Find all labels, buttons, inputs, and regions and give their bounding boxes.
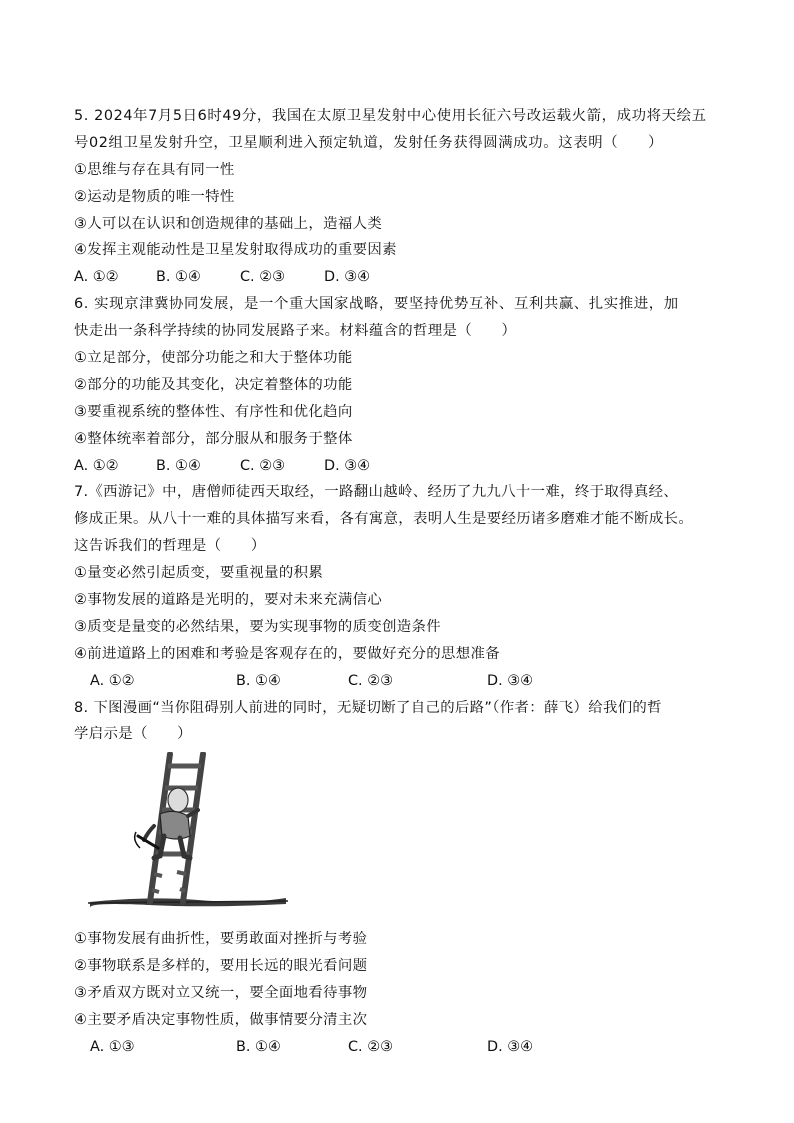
question-6-option-c: C. ②③ bbox=[240, 457, 285, 474]
question-6-option-b: B. ①④ bbox=[156, 457, 201, 474]
question-8-option-d: D. ③④ bbox=[487, 1038, 534, 1055]
question-7 bbox=[74, 479, 734, 694]
question-7-option-b: B. ①④ bbox=[236, 672, 281, 689]
question-8-item-2: ②事物联系是多样的，要用长远的眼光看问题 bbox=[74, 958, 368, 975]
question-8-item-4: ④主要矛盾决定事物性质，做事情要分清主次 bbox=[74, 1012, 368, 1029]
question-6 bbox=[74, 291, 734, 479]
question-8-stem-line-1: 8. 下图漫画“当你阻碍别人前进的同时，无疑切断了自己的后路”（作者：薛飞）给我们的哲 bbox=[74, 699, 662, 716]
question-7-options bbox=[74, 668, 734, 695]
question-6-item-4: ④整体统率着部分，部分服从和服务于整体 bbox=[74, 430, 353, 447]
question-7-option-c: C. ②③ bbox=[348, 672, 393, 689]
question-7-stem-line-2: 修成正果。从八十一难的具体描写来看，各有寓意，表明人生是要经历诸多磨难才能不断成长。 bbox=[74, 511, 694, 528]
question-6-stem-line-1: 6. 实现京津冀协同发展，是一个重大国家战略，要坚持优势互补、互利共赢、扎实推进，加 bbox=[74, 296, 679, 313]
question-5-option-d: D. ③④ bbox=[324, 269, 371, 286]
question-8-option-b: B. ①④ bbox=[236, 1038, 281, 1055]
question-6-item-2: ②部分的功能及其变化，决定着整体的功能 bbox=[74, 376, 353, 393]
question-6-options bbox=[74, 453, 734, 480]
broken-rungs bbox=[152, 872, 186, 892]
question-7-option-d: D. ③④ bbox=[487, 672, 534, 689]
question-5-item-2: ②运动是物质的唯一特性 bbox=[74, 188, 235, 205]
cartoon-figure bbox=[74, 748, 734, 926]
question-5 bbox=[74, 103, 734, 291]
question-7-item-1: ①量变必然引起质变，要重视量的积累 bbox=[74, 565, 324, 582]
question-5-option-c: C. ②③ bbox=[240, 269, 285, 286]
question-5-item-3: ③人可以在认识和创造规律的基础上，造福人类 bbox=[74, 215, 383, 232]
question-6-item-3: ③要重视系统的整体性、有序性和优化趋向 bbox=[74, 403, 353, 420]
question-7-item-4: ④前进道路上的困难和考验是客观存在的，要做好充分的思想准备 bbox=[74, 645, 500, 662]
question-7-item-2: ②事物发展的道路是光明的，要对未来充满信心 bbox=[74, 592, 383, 609]
question-6-option-d: D. ③④ bbox=[324, 457, 371, 474]
question-5-stem-line-2: 号02组卫星发射升空，卫星顺利进入预定轨道，发射任务获得圆满成功。这表明（ ） bbox=[74, 134, 664, 151]
question-7-item-3: ③质变是量变的必然结果，要为实现事物的质变创造条件 bbox=[74, 618, 442, 635]
question-8 bbox=[74, 695, 734, 1061]
question-6-option-a: A. ①② bbox=[74, 457, 119, 474]
question-5-option-a: A. ①② bbox=[74, 269, 119, 286]
question-8-option-a: A. ①③ bbox=[90, 1038, 135, 1055]
question-8-stem-line-2: 学启示是（ ） bbox=[74, 726, 192, 743]
question-8-options bbox=[74, 1034, 734, 1061]
question-5-option-b: B. ①④ bbox=[156, 269, 201, 286]
question-7-stem-line-3: 这告诉我们的哲理是（ ） bbox=[74, 538, 266, 555]
question-6-stem-line-2: 快走出一条科学持续的协同发展路子来。材料蕴含的哲理是（ ） bbox=[74, 323, 517, 340]
question-8-item-3: ③矛盾双方既对立又统一，要全面地看待事物 bbox=[74, 985, 368, 1002]
question-7-stem-line-1: 7.《西游记》中，唐僧师徒西天取经，一路翻山越岭、经历了九九八十一难，终于取得真经、 bbox=[74, 484, 679, 501]
question-5-options bbox=[74, 264, 734, 291]
question-8-item-1: ①事物发展有曲折性，要勇敢面对挫折与考验 bbox=[74, 931, 368, 948]
question-5-item-4: ④发挥主观能动性是卫星发射取得成功的重要因素 bbox=[74, 242, 397, 259]
question-list bbox=[74, 103, 734, 1061]
question-8-option-c: C. ②③ bbox=[348, 1038, 393, 1055]
question-5-item-1: ①思维与存在具有同一性 bbox=[74, 161, 235, 178]
question-7-option-a: A. ①② bbox=[90, 672, 135, 689]
ladder-cartoon-image bbox=[88, 752, 288, 922]
question-5-stem-line-1: 5. 2024年7月5日6时49分，我国在太原卫星发射中心使用长征六号改运载火箭，成功将天绘五 bbox=[74, 108, 707, 124]
question-6-item-1: ①立足部分，使部分功能之和大于整体功能 bbox=[74, 350, 353, 367]
